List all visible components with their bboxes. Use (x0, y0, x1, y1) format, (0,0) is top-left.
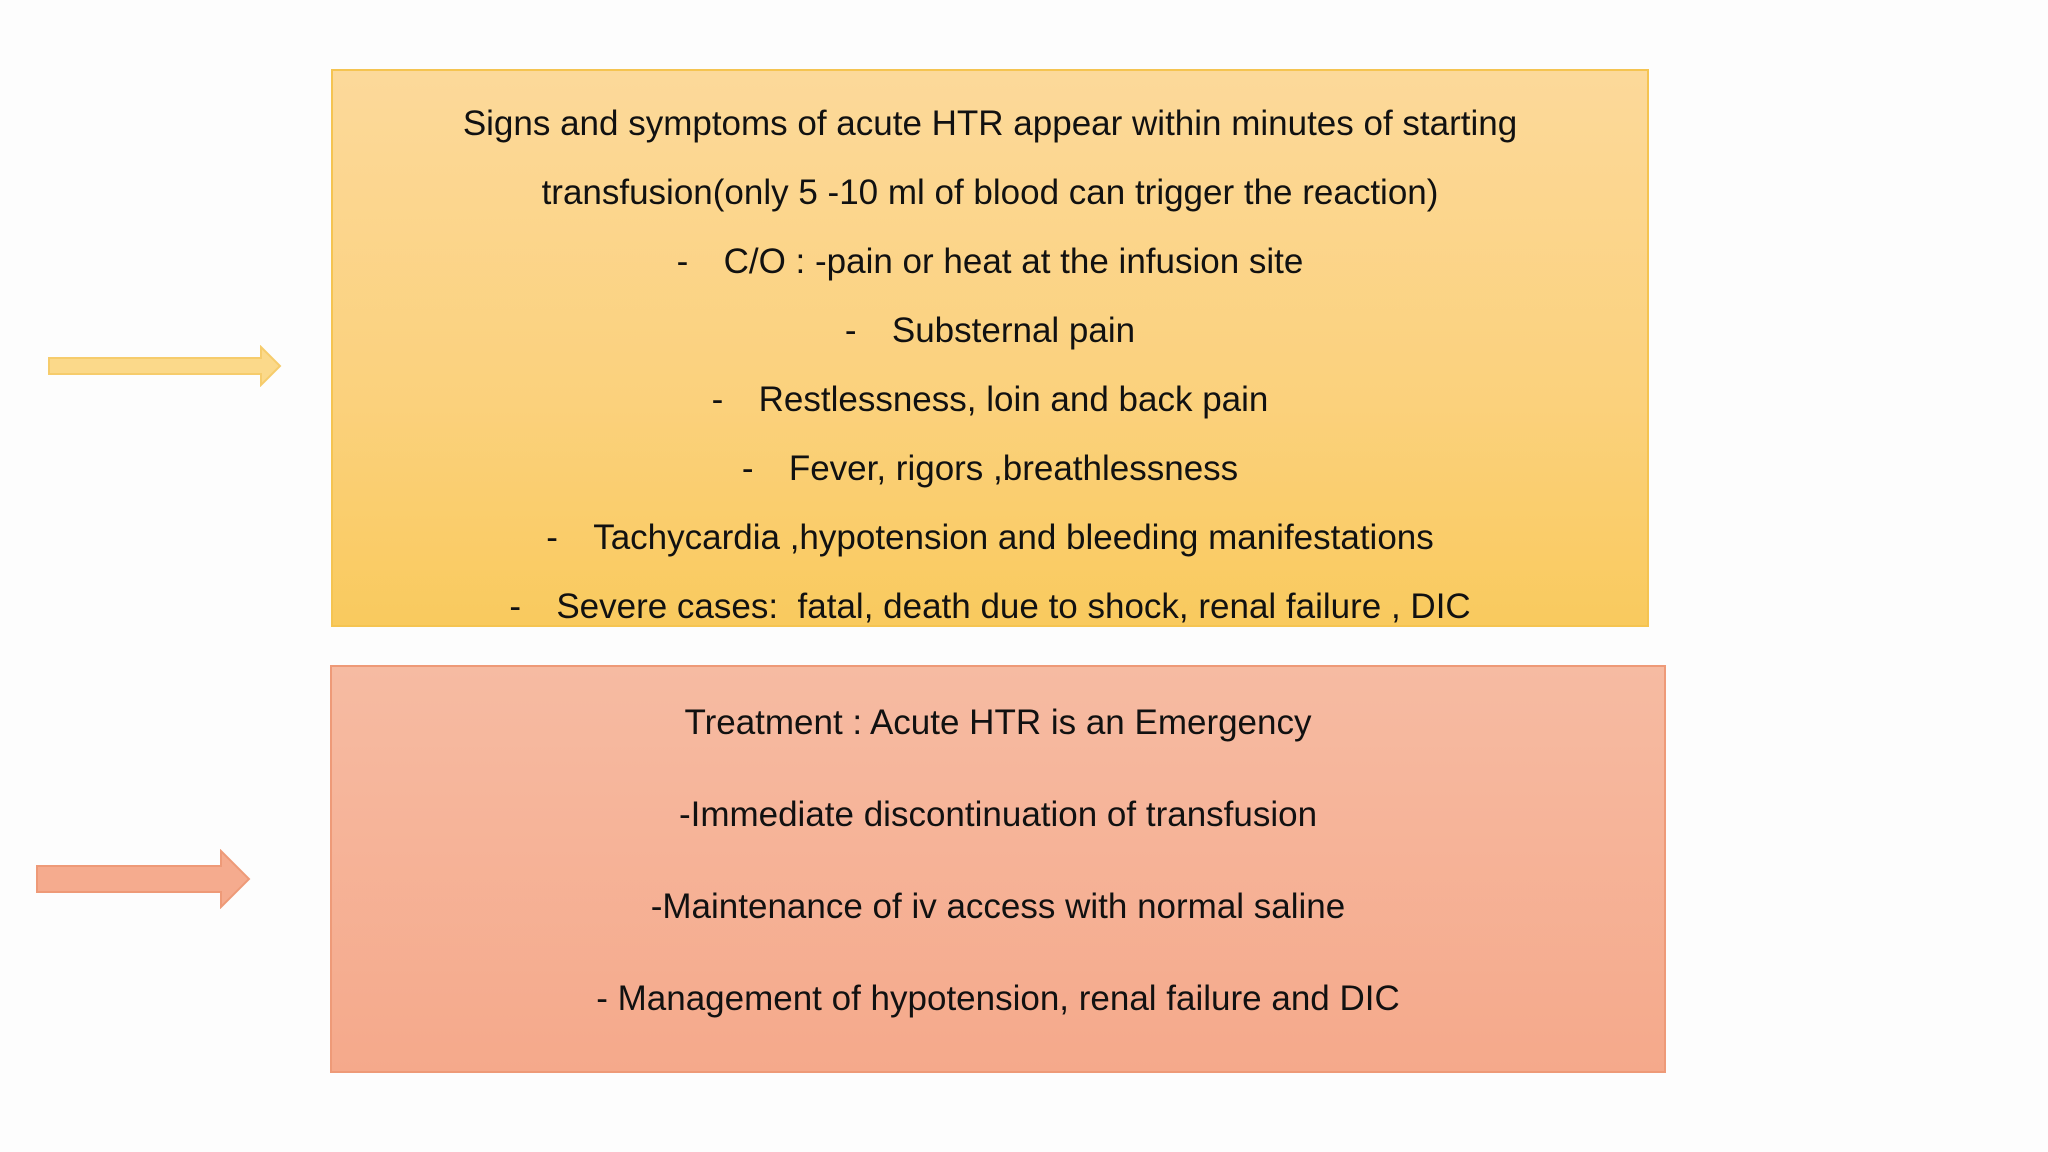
bullet-dash: - (711, 380, 724, 419)
treatment-item: -Maintenance of iv access with normal saline (650, 887, 1346, 926)
bullet-dash: - (676, 242, 689, 281)
symptoms-intro-line-1: Signs and symptoms of acute HTR appear within minutes of starting (462, 104, 1518, 143)
treatment-box (330, 665, 1666, 1073)
symptom-item (546, 503, 1434, 572)
symptoms-box (331, 69, 1649, 627)
symptom-item-text: Tachycardia ,hypotension and bleeding manifestations (593, 518, 1434, 557)
symptoms-intro-line-2: transfusion(only 5 -10 ml of blood can trigger the reaction) (541, 173, 1439, 212)
symptom-item-text: Fever, rigors ,breathlessness (788, 449, 1239, 488)
symptom-item (712, 365, 1269, 434)
symptom-item (742, 434, 1238, 503)
bullet-dash: - (844, 311, 857, 350)
symptom-item-text: Restlessness, loin and back pain (758, 380, 1269, 419)
treatment-heading: Treatment : Acute HTR is an Emergency (684, 703, 1312, 742)
treatment-item: -Immediate discontinuation of transfusion (678, 795, 1318, 834)
treatment-item: - Management of hypotension, renal failure and DIC (596, 979, 1400, 1018)
right-arrow-icon (47, 345, 283, 387)
symptom-item (509, 572, 1470, 641)
symptom-item-text: C/O : -pain or heat at the infusion site (723, 242, 1304, 281)
symptom-item (845, 296, 1135, 365)
symptom-item-text: Severe cases: fatal, death due to shock, renal failure , DIC (556, 587, 1471, 626)
symptom-item (677, 227, 1304, 296)
symptom-item-text: Substernal pain (891, 311, 1136, 350)
bullet-dash: - (546, 518, 558, 557)
bullet-dash: - (509, 587, 521, 626)
bullet-dash: - (741, 449, 754, 488)
right-arrow-icon (35, 849, 253, 909)
